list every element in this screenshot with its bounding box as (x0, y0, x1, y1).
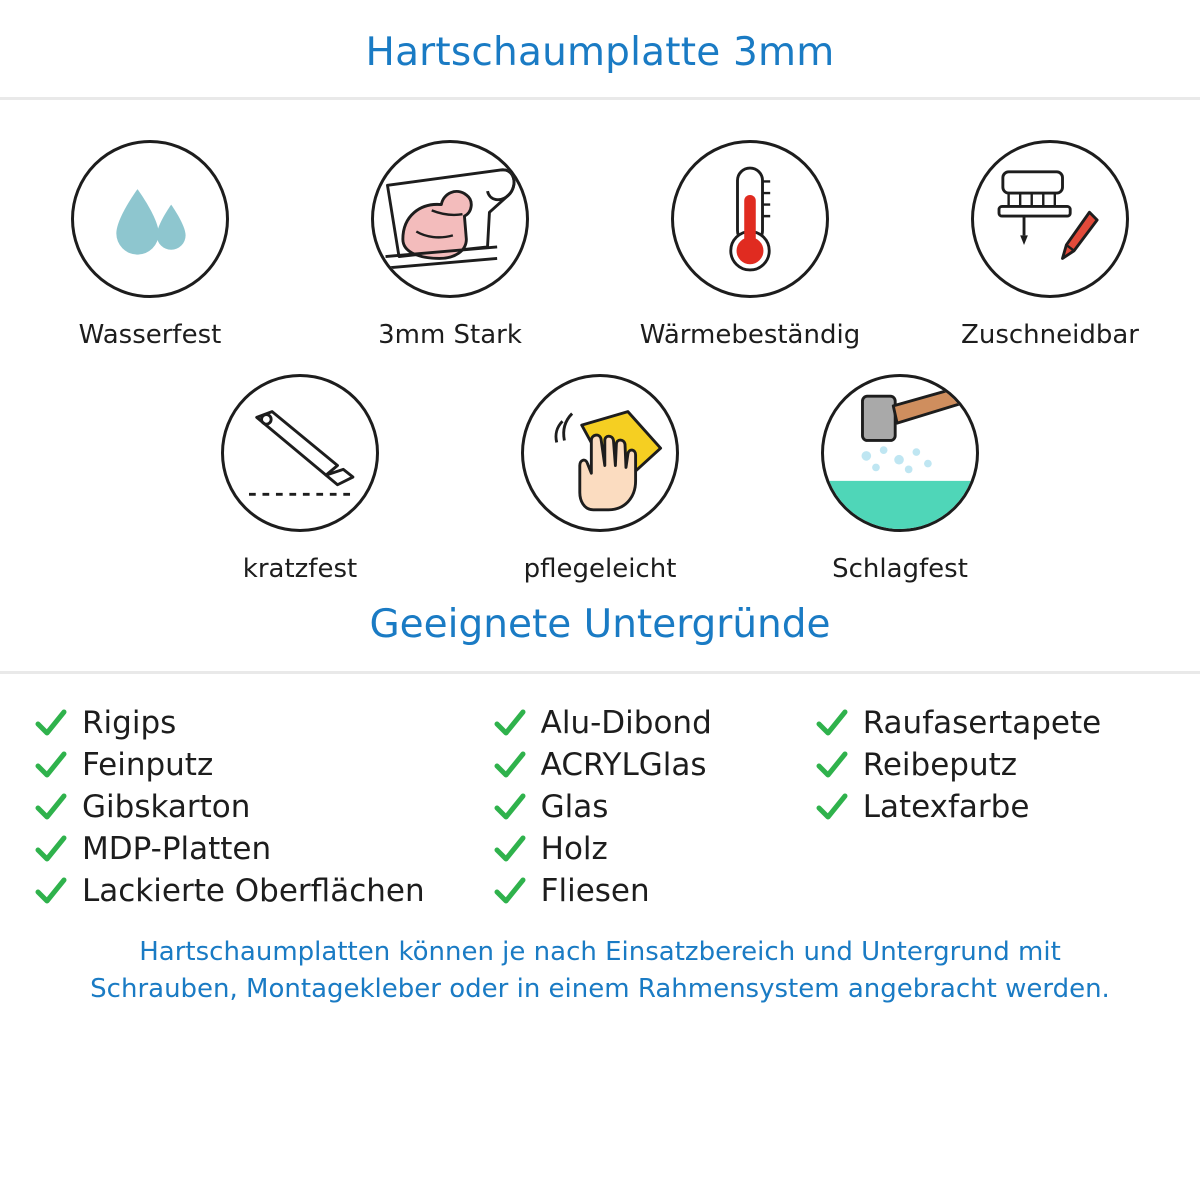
water-drops-icon (71, 140, 229, 298)
thermometer-icon (671, 140, 829, 298)
list-item-label: Fliesen (540, 873, 650, 909)
check-icon (34, 874, 68, 908)
list-item-label: ACRYLGlas (540, 747, 707, 783)
feature-label: 3mm Stark (378, 320, 522, 350)
check-icon (493, 832, 527, 866)
feature-schlagfest (750, 374, 1050, 584)
feature-label: Schlagfest (832, 554, 968, 584)
list-item-label: Reibeputz (862, 747, 1018, 783)
feature-label: Zuschneidbar (961, 320, 1139, 350)
check-icon (34, 706, 68, 740)
check-icon (493, 790, 527, 824)
check-icon (815, 706, 849, 740)
list-item (493, 870, 815, 912)
list-item-label: Raufasertapete (862, 705, 1102, 741)
check-icon (493, 874, 527, 908)
footer-note-line-2: Schrauben, Montagekleber oder in einem Rahmensystem angebracht werden. (90, 973, 1110, 1004)
substrates-column-3 (815, 702, 1166, 912)
features-row-1 (0, 140, 1200, 350)
check-icon (493, 748, 527, 782)
list-item (34, 828, 493, 870)
check-icon (34, 790, 68, 824)
feature-pflegeleicht (450, 374, 750, 584)
features-section (0, 100, 1200, 584)
check-icon (815, 748, 849, 782)
list-item (493, 702, 815, 744)
check-icon (493, 706, 527, 740)
list-item (493, 744, 815, 786)
list-item-label: Alu-Dibond (540, 705, 712, 741)
substrates-column-2 (493, 702, 815, 912)
list-item (815, 786, 1166, 828)
list-item (493, 828, 815, 870)
substrates-list (0, 674, 1200, 912)
feature-wasserfest (0, 140, 300, 350)
list-item (34, 702, 493, 744)
check-icon (34, 748, 68, 782)
list-item (815, 744, 1166, 786)
feature-label: kratzfest (242, 554, 358, 584)
jigsaw-cutter-icon (971, 140, 1129, 298)
list-item-label: Gibskarton (82, 789, 251, 825)
features-row-2 (0, 374, 1200, 584)
list-item-label: Lackierte Oberflächen (82, 873, 425, 909)
section-2-title: Geeignete Untergründe (369, 602, 831, 647)
feature-label: pflegeleicht (523, 554, 677, 584)
strong-arm-icon (371, 140, 529, 298)
list-item (34, 870, 493, 912)
substrates-column-1 (34, 702, 493, 912)
list-item-label: Feinputz (82, 747, 214, 783)
list-item-label: MDP-Platten (82, 831, 272, 867)
footer-note (0, 912, 1200, 1008)
feature-waermebestaendig (600, 140, 900, 350)
check-icon (815, 790, 849, 824)
feature-zuschneidbar (900, 140, 1200, 350)
check-icon (34, 832, 68, 866)
feature-label: Wasserfest (78, 320, 222, 350)
hammer-impact-icon (821, 374, 979, 532)
list-item (34, 786, 493, 828)
list-item-label: Latexfarbe (862, 789, 1030, 825)
page-title: Hartschaumplatte 3mm (365, 30, 835, 75)
list-item-label: Glas (540, 789, 609, 825)
list-item (493, 786, 815, 828)
list-item (815, 702, 1166, 744)
list-item-label: Holz (540, 831, 608, 867)
footer-note-line-1: Hartschaumplatten können je nach Einsatzbereich und Untergrund mit (139, 937, 1061, 967)
cleaning-hand-cloth-icon (521, 374, 679, 532)
feature-kratzfest (150, 374, 450, 584)
list-item (34, 744, 493, 786)
knife-scratch-icon (221, 374, 379, 532)
feature-3mm-stark (300, 140, 600, 350)
feature-label: Wärmebeständig (639, 320, 861, 350)
list-item-label: Rigips (82, 705, 177, 741)
